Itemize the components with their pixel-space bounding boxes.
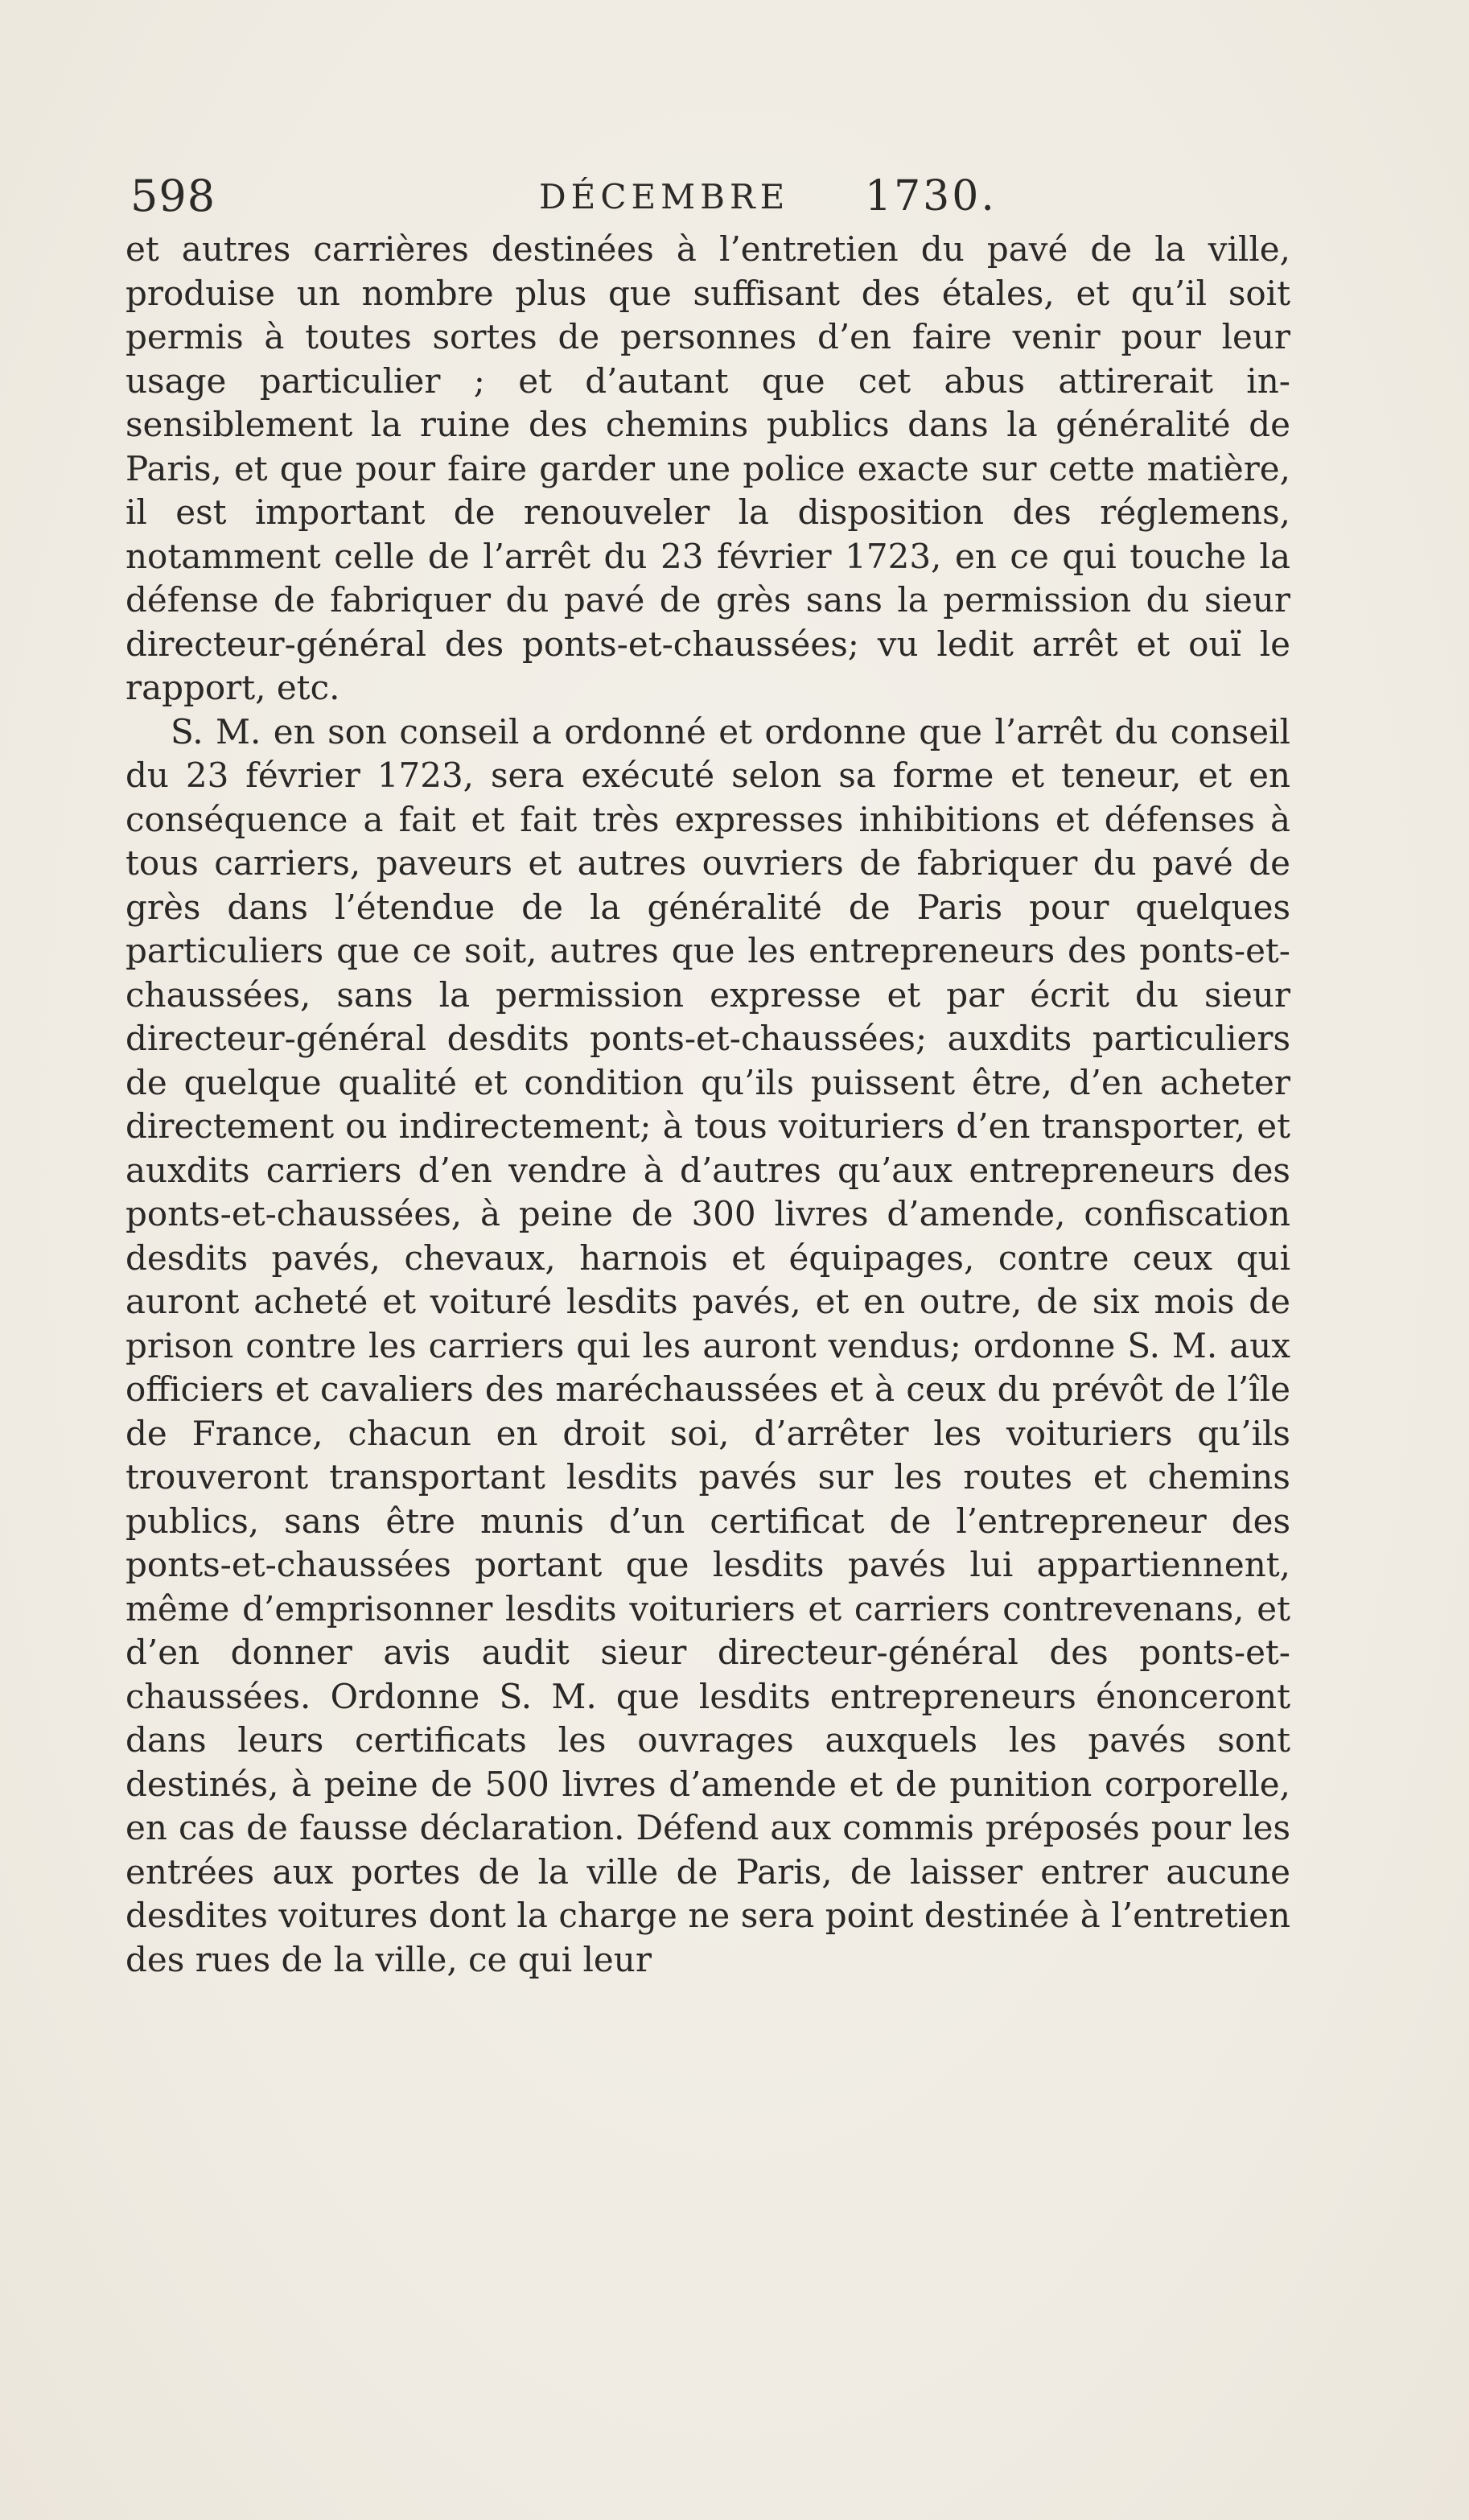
paragraph-ordinance: S. M. en son conseil a ordonné et ordonne que l’arrêt du conseil du 23 février 1723, sera exécuté selon sa forme et teneur, et en conséquence a fait et fait très expresses inhibitions et défenses à tous carriers, paveurs et autres ouvriers de fabriquer du pavé de grès dans l’étendue de la généralité de Paris pour quelques particuliers que ce soit, autres que les entrepreneurs des ponts-et-chaussées, sans la permission expresse et par écrit du sieur directeur-général desdits ponts-et-chaussées; auxdits particuliers de quelque qualité et condition qu’ils puissent être, d’en acheter directement ou indirectement; à tous voituriers d’en transporter, et auxdits carriers d’en vendre à d’autres qu’aux entrepreneurs des ponts-et-chaussées, à peine de 300 livres d’amende, confiscation desdits pavés, chevaux, harnois et équipages, contre ceux qui auront acheté et voituré lesdits pavés, et en outre, de six mois de prison contre les carriers qui les auront vendus; ordonne S. M. aux officiers et cavaliers des maréchaussées et à ceux du prévôt de l’île de France, chacun en droit soi, d’arrêter les voituriers qu’ils trouveront transportant lesdits pavés sur les routes et chemins publics, sans être munis d’un certificat de l’entrepreneur des ponts-et-chaussées portant que lesdits pavés lui appartiennent, même d’emprisonner lesdits voituriers et carriers contrevenans, et d’en donner avis audit sieur directeur-général des ponts-et-chaussées. Ordonne S. M. que lesdits entrepreneurs énonceront dans leurs certificats les ouvrages auxquels les pavés sont destinés, à peine de 500 livres d’amende et de punition corporelle, en cas de fausse déclaration. Défend aux commis préposés pour les entrées aux portes de la ville de Paris, de laisser entrer aucune desdites voitures dont la charge ne sera point destinée à l’entretien des rues de la ville, ce qui leur — [126, 711, 1290, 1979]
paragraph-continuation: et autres carrières destinées à l’entretien du pavé de la ville, produise un nombre plus que suffisant des étales, et qu’il soit permis à toutes sortes de personnes d’en faire venir pour leur usage particulier ; et d’autant que cet abus attirerait insensiblement la ruine des chemins publics dans la généralité de Paris, et que pour faire garder une police exacte sur cette matière, il est important de renouveler la disposition des réglemens, notamment celle de l’arrêt du 23 février 1723, en ce qui touche la défense de fabriquer du pavé de grès sans la permission du sieur directeur-général des ponts-et-chaussées; vu ledit arrêt et ouï le rapport, etc. — [126, 229, 1290, 707]
body-text — [126, 228, 1290, 1982]
page-number: 598 — [130, 171, 216, 221]
running-head: DÉCEMBRE — [539, 177, 790, 216]
running-head-year: 1730. — [865, 172, 997, 220]
page-header — [121, 171, 1295, 229]
